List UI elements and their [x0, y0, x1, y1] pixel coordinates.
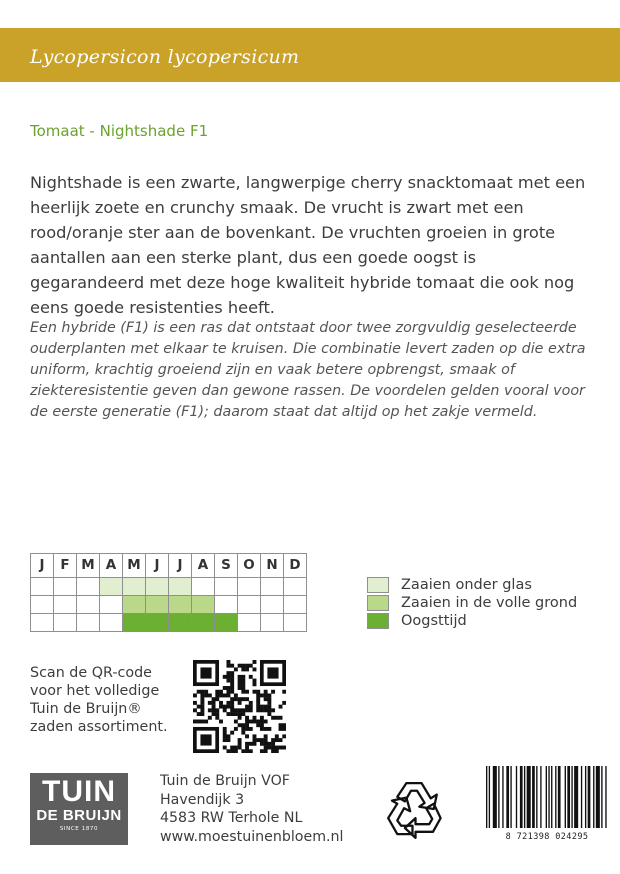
- calendar-cell: [123, 578, 146, 596]
- calendar-cell: [31, 596, 54, 614]
- calendar-cell: [215, 578, 238, 596]
- calendar-cell: [284, 578, 307, 596]
- hybrid-note: Een hybride (F1) is een ras dat ontstaat door twee zorgvuldig geselecteerde ouderplanten met elkaar te kruisen. Die combinatie levert zaden op die extra uniform, krachtig groeiend zijn en vaak betere opbrengst, smaak of ziekteresistentie geven dan gewone rassen. De voordelen gelden vooral voor de eerste generatie (F1); daarom staat dat altijd op het zakje vermeld.: [30, 320, 586, 420]
- month-header: A: [192, 554, 215, 578]
- brand-logo: [30, 773, 128, 845]
- month-header: J: [31, 554, 54, 578]
- calendar-cell: [54, 578, 77, 596]
- company-address: [160, 772, 343, 846]
- qr-code-icon[interactable]: [193, 660, 286, 753]
- legend-item: [367, 612, 577, 630]
- calendar-cell: [31, 614, 54, 632]
- qr-instructions: [30, 664, 168, 736]
- month-header: M: [77, 554, 100, 578]
- barcode-icon: [486, 766, 608, 828]
- calendar-cell: [238, 596, 261, 614]
- calendar-cell: [215, 596, 238, 614]
- legend-label: Oogsttijd: [401, 613, 467, 629]
- calendar-cell: [123, 614, 146, 632]
- month-header: J: [146, 554, 169, 578]
- calendar-cell: [238, 614, 261, 632]
- legend-swatch: [367, 595, 389, 611]
- calendar-cell: [146, 596, 169, 614]
- calendar-cell: [169, 578, 192, 596]
- calendar-cell: [261, 596, 284, 614]
- calendar-cell: [77, 596, 100, 614]
- calendar-cell: [238, 578, 261, 596]
- calendar-cell: [100, 578, 123, 596]
- calendar-cell: [215, 614, 238, 632]
- recycle-icon: [376, 771, 452, 847]
- month-header: D: [284, 554, 307, 578]
- calendar-cell: [261, 578, 284, 596]
- calendar-cell: [77, 578, 100, 596]
- month-header: O: [238, 554, 261, 578]
- calendar-cell: [169, 596, 192, 614]
- logo-line1: TUIN: [42, 775, 116, 808]
- calendar-cell: [192, 614, 215, 632]
- latin-name: Lycopersicon lycopersicum: [30, 46, 300, 68]
- qr-text-line: voor het volledige: [30, 683, 160, 699]
- legend-swatch: [367, 577, 389, 593]
- address-line: Tuin de Bruijn VOF: [160, 773, 290, 789]
- month-header: A: [100, 554, 123, 578]
- calendar-cell: [192, 596, 215, 614]
- legend-swatch: [367, 613, 389, 629]
- calendar-row-grond: [31, 596, 307, 614]
- calendar-cell: [261, 614, 284, 632]
- calendar-cell: [31, 578, 54, 596]
- month-header: F: [54, 554, 77, 578]
- month-header: J: [169, 554, 192, 578]
- calendar-row-oogst: [31, 614, 307, 632]
- address-line: 4583 RW Terhole NL: [160, 810, 303, 826]
- legend-item: [367, 576, 577, 594]
- calendar-legend: [367, 576, 577, 630]
- qr-text-line: zaden assortiment.: [30, 719, 168, 735]
- calendar-cell: [54, 596, 77, 614]
- calendar-cell: [284, 614, 307, 632]
- calendar-cell: [54, 614, 77, 632]
- calendar-cell: [169, 614, 192, 632]
- address-line: Havendijk 3: [160, 791, 245, 808]
- calendar-cell: [146, 614, 169, 632]
- calendar-row-glas: [31, 578, 307, 596]
- calendar-cell: [100, 596, 123, 614]
- description: Nightshade is een zwarte, langwerpige cherry snacktomaat met een heerlijk zoete en crunchy smaak. De vrucht is zwart met een rood/oranje ster aan de bovenkant. De vruchten groeien in grote aantallen aan een sterke plant, dus een goede oogst is gegarandeerd met deze hoge kwaliteit hybride tomaat die ook nog eens goede resistenties heeft.: [30, 173, 586, 317]
- calendar-cell: [284, 596, 307, 614]
- variety-title: Tomaat - Nightshade F1: [30, 122, 209, 140]
- calendar-cell: [192, 578, 215, 596]
- calendar-cell: [123, 596, 146, 614]
- logo-line2: DE BRUIJN: [36, 807, 122, 824]
- qr-text-line: Scan de QR-code: [30, 665, 152, 681]
- calendar-cell: [100, 614, 123, 632]
- month-header: M: [123, 554, 146, 578]
- month-header: N: [261, 554, 284, 578]
- legend-label: Zaaien onder glas: [401, 577, 532, 593]
- legend-label: Zaaien in de volle grond: [401, 595, 578, 611]
- barcode-digits: 8 721398 024295: [505, 832, 589, 842]
- legend-item: [367, 594, 577, 612]
- website-link[interactable]: www.moestuinenbloem.nl: [160, 828, 344, 845]
- qr-text-line: Tuin de Bruijn®: [30, 701, 142, 717]
- calendar-cell: [146, 578, 169, 596]
- sowing-calendar: [30, 553, 307, 632]
- calendar-months-row: [31, 554, 307, 578]
- logo-since: SINCE 1870: [59, 826, 99, 832]
- calendar-cell: [77, 614, 100, 632]
- month-header: S: [215, 554, 238, 578]
